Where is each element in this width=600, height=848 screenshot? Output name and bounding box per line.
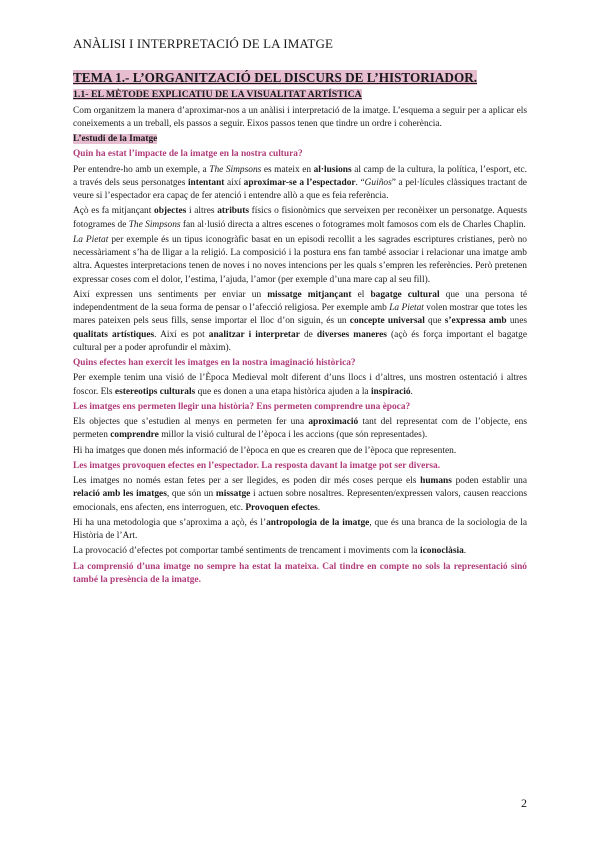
section-label: L’estudi de la Imatge bbox=[73, 134, 158, 144]
running-header: ANÀLISI I INTERPRETACIÓ DE LA IMATGE bbox=[73, 36, 334, 51]
section-subtitle: 1.1- EL MÈTODE EXPLICATIU DE LA VISUALITAT ARTÍSTICA bbox=[73, 89, 362, 101]
chapter-title: TEMA 1.- L’ORGANITZACIÓ DEL DISCURS DE L’HISTORIADOR. bbox=[73, 70, 478, 85]
paragraph-relation: Les imatges no només estan fetes per a ser llegides, es poden dir més coses perque els humans poden establir una relació amb les imatges, que són un missatge i actuen sobre nosaltres. Representen/expressen valors, causen reaccions emocionals, ens afecten, ens interroguen, etc. Provoquen efectes. bbox=[73, 476, 527, 513]
paragraph-anthropology: Hi ha una metodologia que s’aproxima a açò, és l’antropologia de la imatge, que és una branca de la sociologia de la Història de l’Art. bbox=[73, 517, 528, 541]
paragraph-message: Així expressen uns sentiments per enviar un missatge mitjançant el bagatge cultural que una persona té independentment de la seua forma de pensar o l’afecció religiosa. Per exemple amb La Pietat volen mostrar que totes les mares pateixen pels seus fills, sense importar el lloc d’on siguin, és un concepte universal que s’expressa amb unes qualitats artístiques. Així es pot analitzar i interpretar de diverses maneres (açò és força important el bagatge cultural per a poder aprofundir el màxim). bbox=[73, 289, 528, 353]
page-number: 2 bbox=[521, 796, 527, 810]
question-read-history: Les imatges ens permeten llegir una història? Ens permeten comprendre una època? bbox=[73, 401, 411, 412]
paragraph-pietat: La Pietat per exemple és un tipus iconogràfic basat en un episodi recollit a les sagrades escriptures cristianes, però no necessàriament s’ha de lligar a la religió. La composició i la postura ens fan també associar i relacionar una imatge amb altra. Aquestes interpretacions tenen de noves i no noves intencions per les quals s’empren les referències. Però pretenen expressar coses com el dolor, l’estima, l’ajuda, l’amor (per exemple d’una mare cap al seu fill). bbox=[73, 234, 527, 285]
content-body bbox=[73, 70, 527, 589]
paragraph-simpsons: Per entendre-ho amb un exemple, a The Simpsons es mateix en al·lusions al camp de la cultura, la política, l’esport, etc. a través dels seus personatges intentant així aproximar-se a l’espectador. “Guiños” a pel·lícules clàssiques tractant de veure si l’espectador era capaç de fer atenció i entendre allò a que es feia referència. bbox=[73, 164, 528, 201]
paragraph-era-info: Hi ha imatges que donen més informació de l’època en que es crearen que de l’època que representen. bbox=[73, 445, 457, 456]
intro-paragraph: Com organitzem la manera d’aproximar-nos a un anàlisi i interpretació de la imatge. L’esquema a seguir per a aplicar els coneixements a un treball, els passos a seguir. Eixos passos tenen que tindre un ordre i coherència. bbox=[73, 105, 527, 129]
question-imagination: Quins efectes han exercit les imatges en la nostra imaginació històrica? bbox=[73, 358, 356, 368]
closing-statement: La comprensió d’una imatge no sempre ha estat la mateixa. Cal tindre en compte no sols la representació sinó també la presència de la imatge. bbox=[73, 561, 527, 585]
section-label-line bbox=[73, 133, 527, 146]
question-impact: Quin ha estat l’impacte de la imatge en la nostra cultura? bbox=[73, 149, 303, 160]
paragraph-iconoclasm: La provocació d’efectes pot comportar també sentiments de trencament i moviments com la iconoclàsia. bbox=[73, 546, 467, 557]
question-effects: Les imatges provoquen efectes en l’espectador. La resposta davant la imatge pot ser diversa. bbox=[73, 460, 441, 471]
paragraph-objects-approx: Els objectes que s’estudien al menys en permeten fer una aproximació tant del representat com de l’objecte, ens permeten comprendre millor la visió cultural de l’època i les accions (que són representades). bbox=[73, 417, 527, 441]
paragraph-objects: Açò es fa mitjançant objectes i altres atributs físics o fisionòmics que serveixen per reconèixer un personatge. Aquests fotogrames de The Simpsons fan al·lusió directa a altres escenes o fotogrames molt famosos com els de Charles Chaplin. bbox=[73, 206, 527, 230]
paragraph-medieval: Per exemple tenim una visió de l’Època Medieval molt diferent d’uns llocs i d’altres, uns mostren ostentació i altres foscor. Els estereotips culturals que es donen a una etapa històrica ajuden a la inspiració. bbox=[73, 373, 527, 397]
